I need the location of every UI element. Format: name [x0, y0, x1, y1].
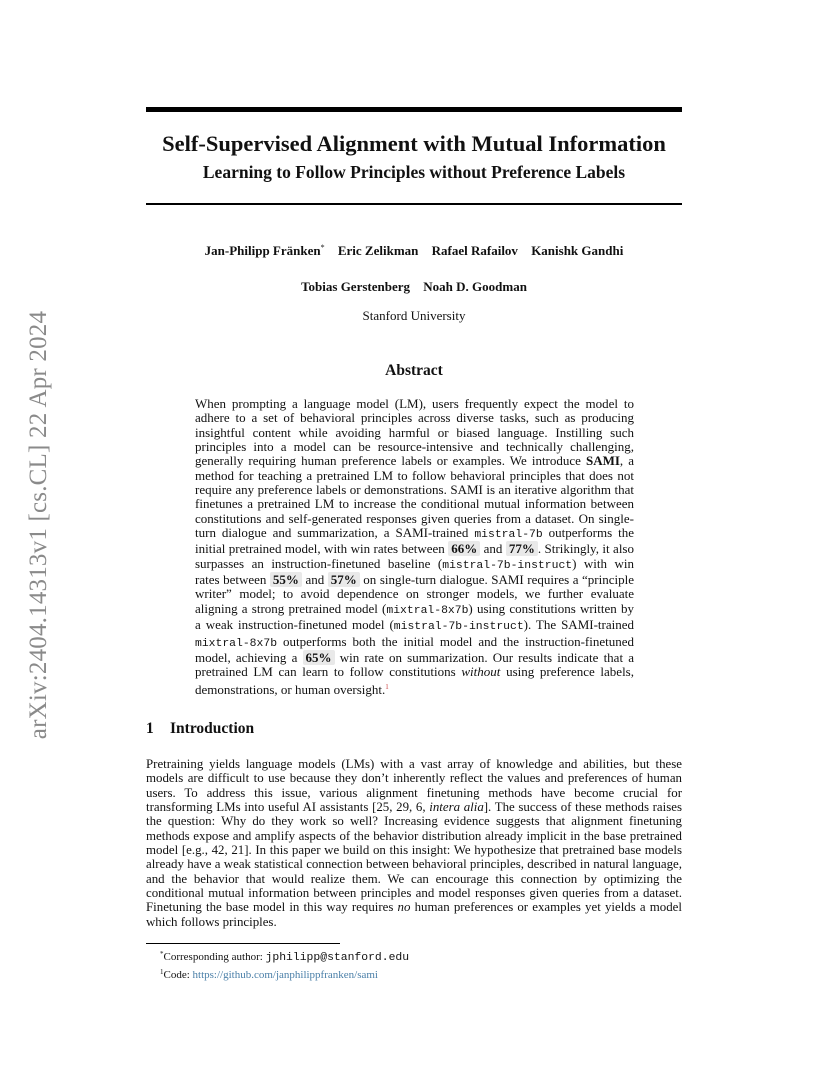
model-name: mistral-7b-instruct: [393, 621, 524, 634]
author-email[interactable]: jphilipp@stanford.edu: [265, 952, 410, 964]
arxiv-sidebar: [22, 290, 56, 760]
paper-title: Self-Supervised Alignment with Mutual Information: [162, 131, 666, 156]
title-bottom-rule: [146, 203, 682, 205]
code-repository-link[interactable]: https://github.com/janphilippfranken/sami: [192, 969, 378, 981]
author: Noah D. Goodman: [423, 279, 527, 294]
model-name: mixtral-8x7b: [195, 637, 278, 650]
win-rate: 66%: [448, 541, 480, 556]
footnotes: [160, 947, 660, 982]
arxiv-identifier: arXiv:2404.14313v1 [cs.CL] 22 Apr 2024: [25, 310, 52, 740]
footnote-rule: [146, 943, 340, 944]
emphasis: no: [397, 900, 411, 915]
model-name: mistral-7b: [474, 529, 543, 542]
emphasis: without: [461, 664, 501, 680]
win-rate: 55%: [270, 572, 302, 587]
author-list-line-1: [146, 239, 682, 260]
author: Tobias Gerstenberg: [301, 279, 411, 294]
author: Kanishk Gandhi: [531, 243, 624, 258]
section-heading-introduction: [146, 720, 682, 738]
footnote-link[interactable]: 1: [385, 682, 389, 691]
author-footnote-mark: *: [320, 243, 325, 252]
model-name: mixtral-8x7b: [386, 604, 469, 617]
method-name: SAMI: [585, 453, 620, 469]
model-name: mistral-7b-instruct: [442, 559, 573, 572]
author: Rafael Rafailov: [431, 243, 518, 258]
author: Jan-Philipp Fränken*: [204, 243, 325, 258]
abstract-body: When prompting a language model (LM), users frequently expect the model to adhere to a set of behavioral principles across diverse tasks, such as producing insightful content while avoiding harmful or biased language. Instilling such principles into a model can be resource-intensive and technically challenging, generally requiring human preference labels or examples. We introduce SAMI, a method for teaching a pretrained LM to follow behavioral principles that does not require any preference labels or demonstrations. SAMI is an iterative algorithm that finetunes a pretrained LM to increase the conditional mutual information between constitutions and self-generated responses given queries from a dataset. On single-turn dialogue and summarization, a SAMI-trained mistral-7b outperforms the initial pretrained model, with win rates between 66% and 77% . Strikingly, it also surpasses an instruction-finetuned baseline (mistral-7b-instruct) with win rates between 55% and 57% on single-turn dialogue. SAMI requires a “principle writer” model; to avoid dependence on stronger models, we further evaluate aligning a strong pretrained model (mixtral-8x7b) using constitutions written by a weak instruction-finetuned model (mistral-7b-instruct). The SAMI-trained mixtral-8x7b outperforms both the initial model and the instruction-finetuned model, achieving a 65% win rate on summarization. Our results indicate that a pretrained LM can learn to follow constitutions without using preference labels, demonstrations, or human oversight.$^1$: [195, 396, 635, 697]
abstract-heading: Abstract: [385, 362, 443, 379]
introduction-body: Pretraining yields language models (LMs) with a vast array of knowledge and abilities, but these models are difficult to use because they don’t inherently reflect the values and preferences of human users. To address this issue, various alignment finetuning methods have become crucial for transforming LMs into useful AI assistants [25, 29, 6, intera alia]. The success of these methods raises the question: Why do they work so well? Increasing evidence suggests that alignment finetuning methods expose and amplify aspects of the behavior distribution already implicit in the base pretrained model [e.g., 42, 21]. In this paper we build on this insight: We hypothesize that pretrained base models already have a weak statistical connection between behavioral principles, described in natural language, and the behavior that would realize them. We can encourage this connection by optimizing the conditional mutual information between principles and model responses given queries from a dataset. Finetuning the base model in this way requires no human preferences or examples yet yields a model which follows principles.: [146, 757, 682, 929]
section-title: Introduction: [170, 720, 255, 737]
section-number: 1: [146, 720, 154, 737]
win-rate: 65%: [303, 650, 335, 665]
affiliation: Stanford University: [362, 308, 466, 323]
emphasis: intera alia: [429, 800, 484, 815]
author-list-line-2: [146, 278, 682, 296]
footnote-code: $^1$Code: https://github.com/janphilippfranken/sami: [160, 968, 378, 981]
title-top-rule: [146, 107, 682, 112]
author: Eric Zelikman: [337, 243, 419, 258]
win-rate: 57%: [328, 572, 360, 587]
win-rate: 77%: [506, 541, 538, 556]
footnote-corresponding-author: *Corresponding author: jphilipp@stanford.edu: [160, 950, 410, 964]
paper-subtitle: Learning to Follow Principles without Preference Labels: [202, 162, 626, 182]
